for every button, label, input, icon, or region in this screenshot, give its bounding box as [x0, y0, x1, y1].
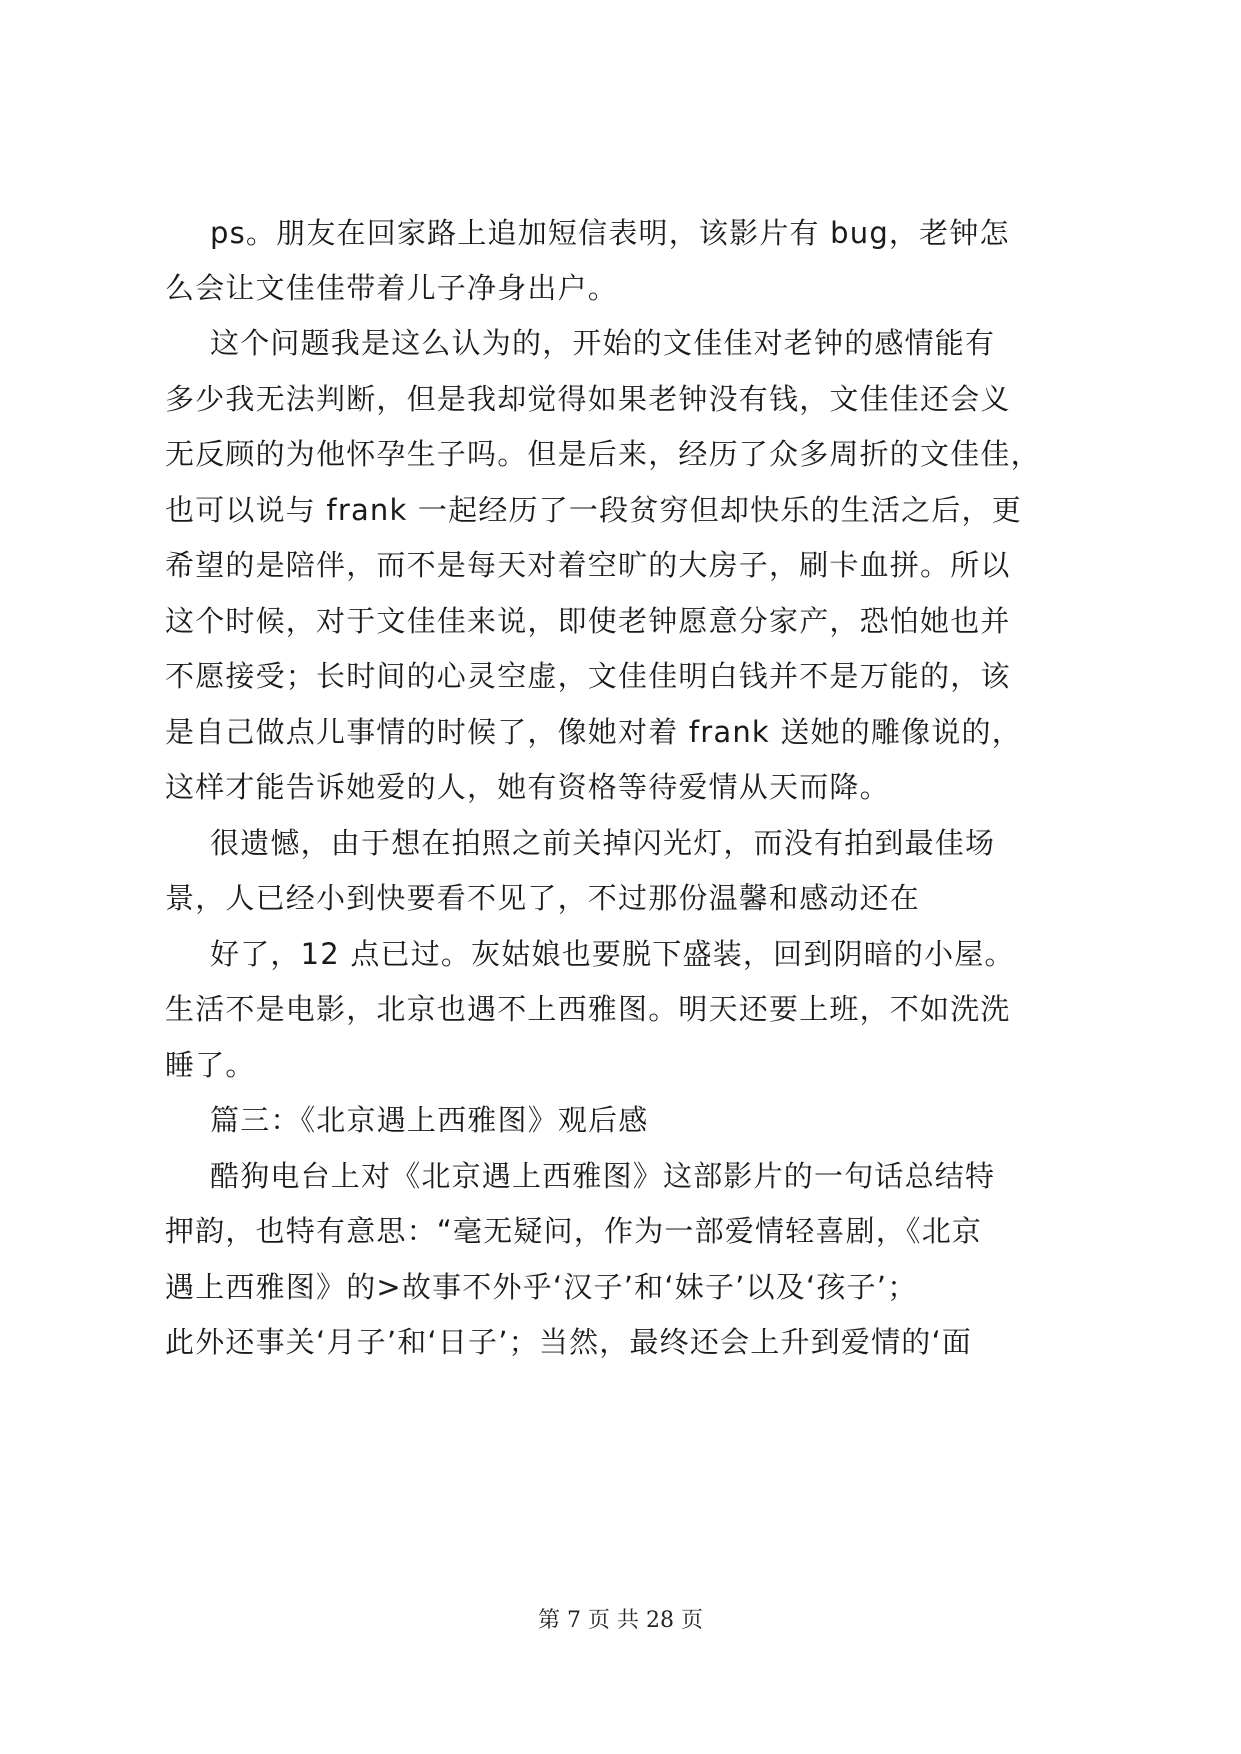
text-line: 睡了。	[165, 1048, 256, 1082]
text-line: 好了，12 点已过。灰姑娘也要脱下盛装，回到阴暗的小屋。	[210, 937, 1015, 971]
text-line: 押韵，也特有意思：“毫无疑问，作为一部爱情轻喜剧，《北京	[165, 1214, 983, 1248]
page-number-footer: 第 7 页 共 28 页	[538, 1608, 703, 1633]
text-line: 不愿接受；长时间的心灵空虚，文佳佳明白钱并不是万能的，该	[165, 659, 1011, 693]
text-line: 这样才能告诉她爱的人，她有资格等待爱情从天而降。	[165, 770, 890, 804]
section-heading: 篇三：《北京遇上西雅图》观后感	[210, 1103, 649, 1137]
text-line: ps。朋友在回家路上追加短信表明，该影片有 bug，老钟怎	[210, 216, 1010, 250]
text-line: 此外还事关‘月子’和‘日子’；当然，最终还会上升到爱情的‘面	[165, 1325, 973, 1359]
text-line: 无反顾的为他怀孕生子吗。但是后来，经历了众多周折的文佳佳，	[165, 437, 1041, 471]
text-line: 这个时候，对于文佳佳来说，即使老钟愿意分家产，恐怕她也并	[165, 604, 1011, 638]
text-line: 生活不是电影，北京也遇不上西雅图。明天还要上班，不如洗洗	[165, 992, 1011, 1026]
text-line: 酷狗电台上对《北京遇上西雅图》这部影片的一句话总结特	[210, 1159, 996, 1193]
text-line: 是自己做点儿事情的时候了，像她对着 frank 送她的雕像说的，	[165, 715, 1022, 749]
text-line: 么会让文佳佳带着儿子净身出户。	[165, 271, 619, 305]
text-line: 景，人已经小到快要看不见了，不过那份温馨和感动还在	[165, 881, 921, 915]
text-line: 这个问题我是这么认为的，开始的文佳佳对老钟的感情能有	[210, 326, 996, 360]
text-line: 也可以说与 frank 一起经历了一段贫穷但却快乐的生活之后，更	[165, 493, 1022, 527]
text-line: 很遗憾，由于想在拍照之前关掉闪光灯，而没有拍到最佳场	[210, 826, 996, 860]
text-line: 遇上西雅图》的>故事不外乎‘汉子’和‘妹子’以及‘孩子’；	[165, 1270, 918, 1304]
text-line: 多少我无法判断，但是我却觉得如果老钟没有钱，文佳佳还会义	[165, 382, 1011, 416]
text-line: 希望的是陪伴，而不是每天对着空旷的大房子，刷卡血拼。所以	[165, 548, 1011, 582]
